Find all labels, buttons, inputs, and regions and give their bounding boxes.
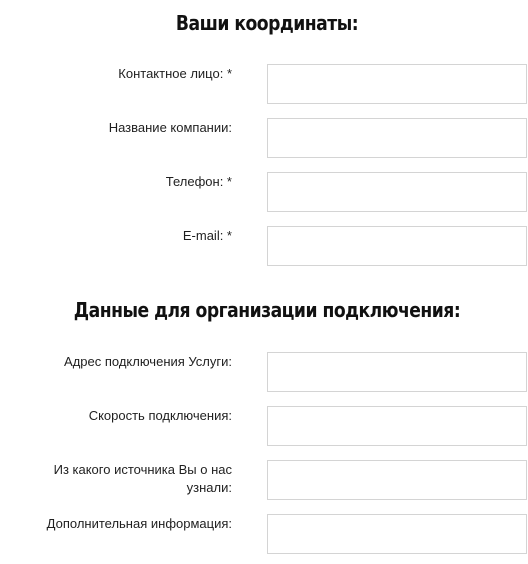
source-label: Из какого источника Вы о нас узнали: <box>53 462 232 495</box>
phone-input[interactable] <box>267 172 527 212</box>
company-name-label: Название компании: <box>108 120 232 135</box>
email-label: E-mail: * <box>182 228 232 243</box>
contact-person-input[interactable] <box>267 64 527 104</box>
additional-info-input[interactable] <box>267 514 527 554</box>
connection-address-label: Адрес подключения Услуги: <box>64 354 232 369</box>
section-title-connection-data: Данные для организации подключения: <box>73 298 461 322</box>
email-input[interactable] <box>267 226 527 266</box>
connection-address-input[interactable] <box>267 352 527 392</box>
company-name-input[interactable] <box>267 118 527 158</box>
connection-speed-label: Скорость подключения: <box>88 408 232 423</box>
contact-person-label: Контактное лицо: * <box>118 66 232 81</box>
source-input[interactable] <box>267 460 527 500</box>
additional-info-label: Дополнительная информация: <box>46 516 232 531</box>
section-title-contacts: Ваши координаты: <box>175 11 359 35</box>
phone-label: Телефон: * <box>165 174 232 189</box>
connection-speed-input[interactable] <box>267 406 527 446</box>
